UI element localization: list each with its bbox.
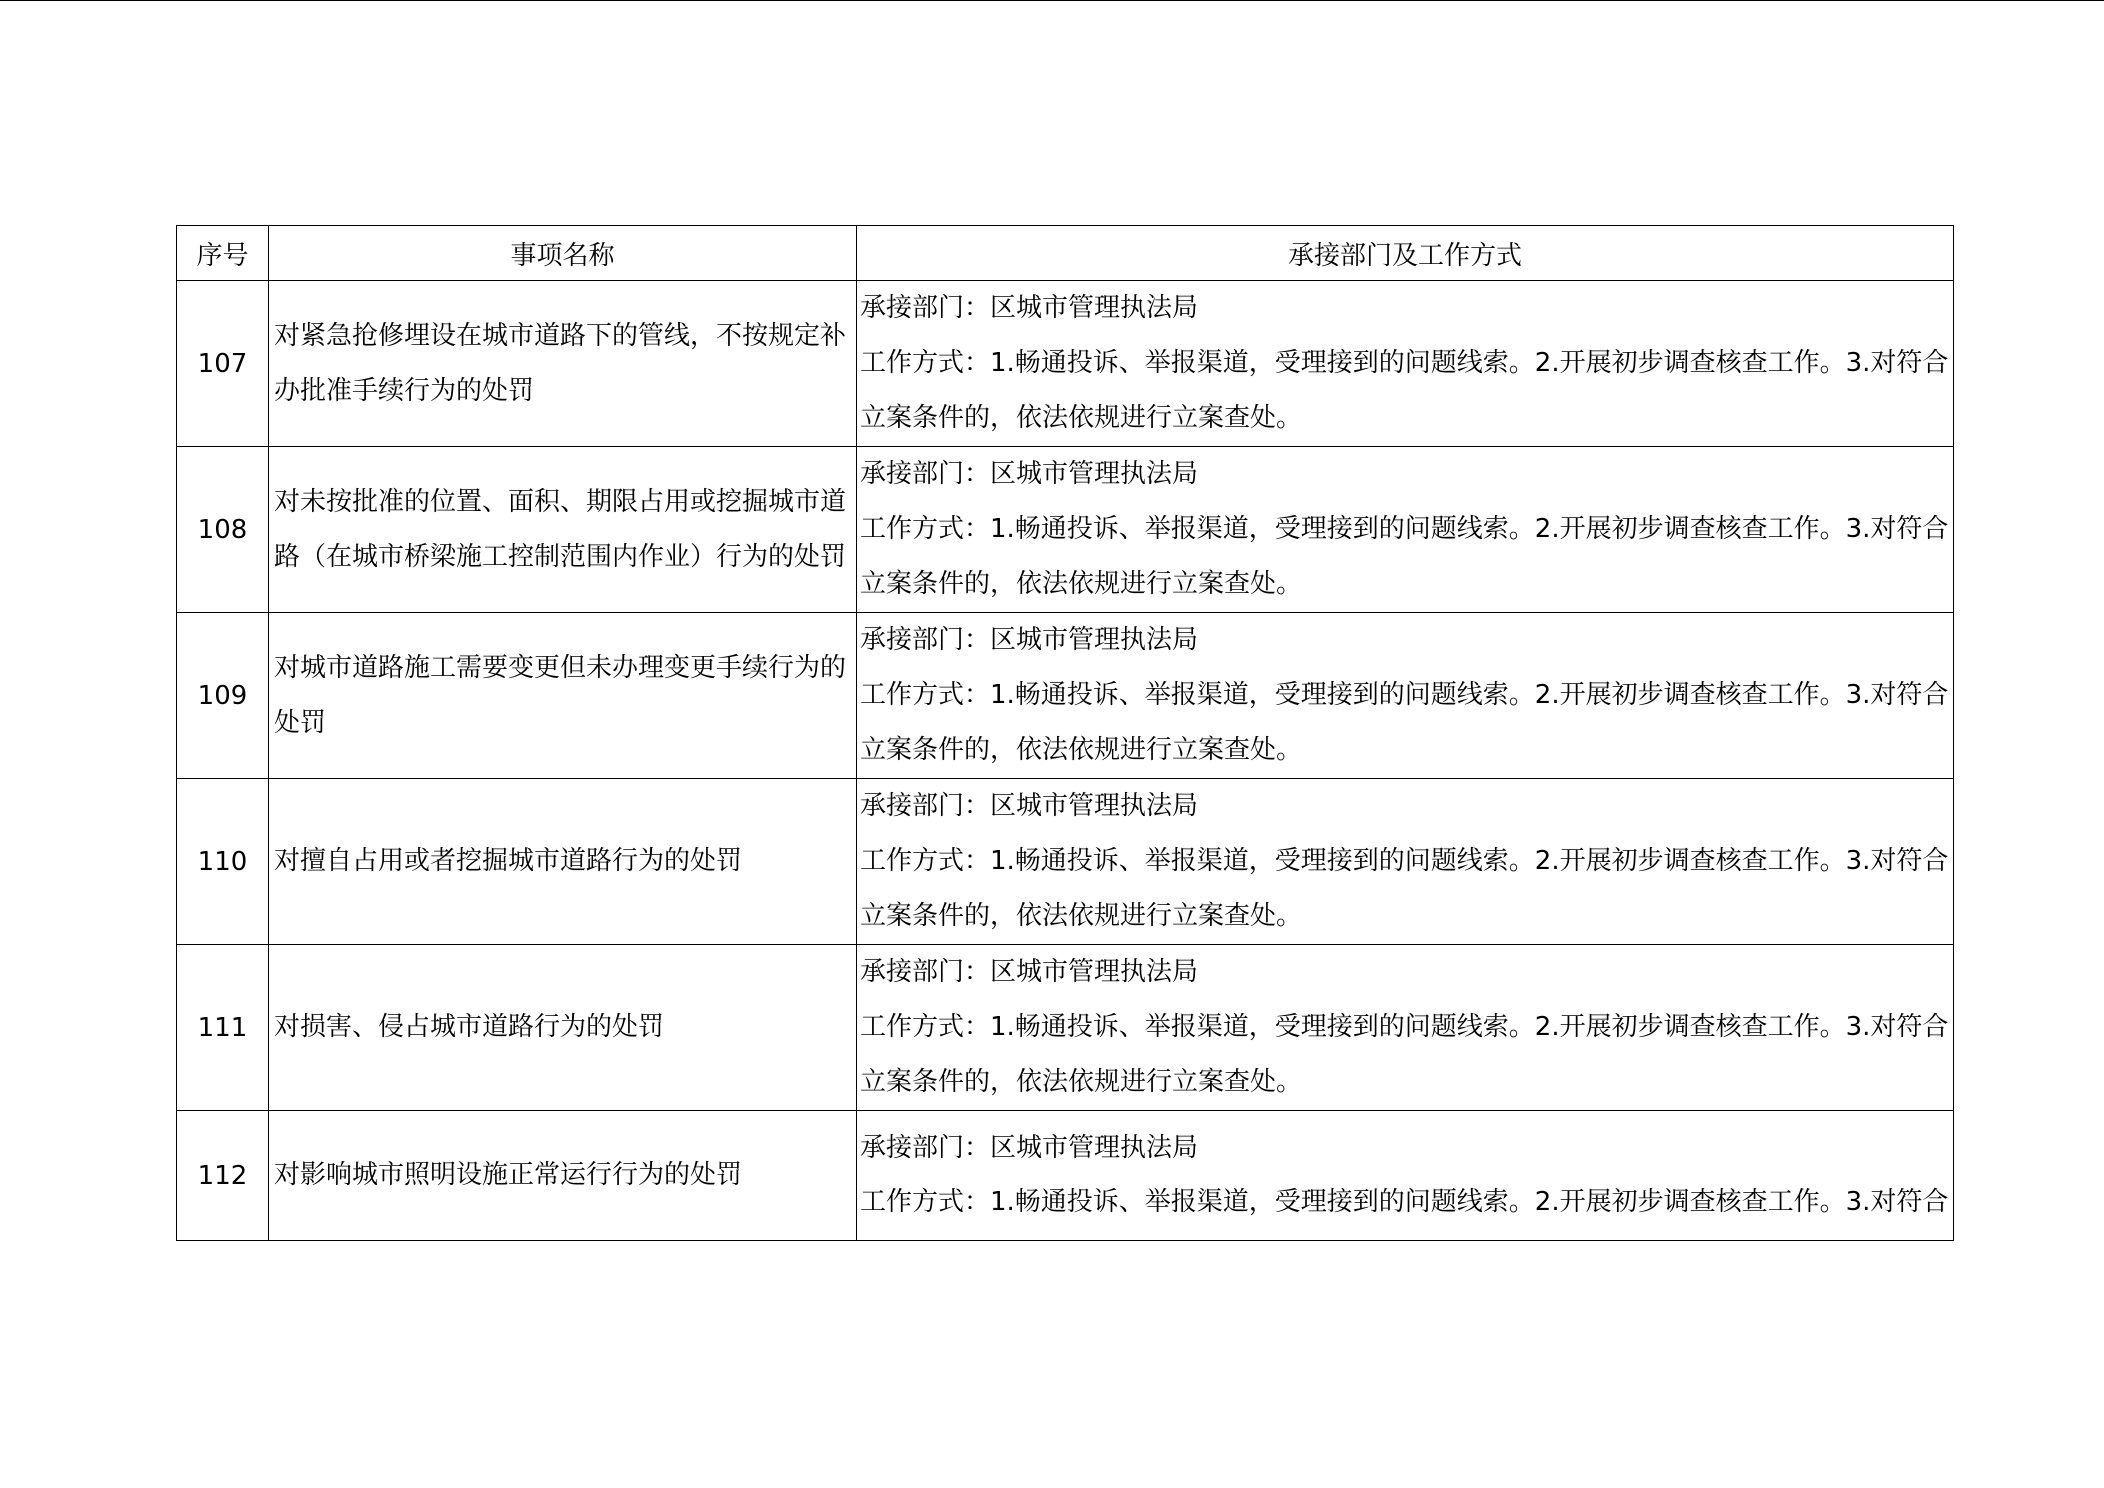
department-line: 承接部门：区城市管理执法局 bbox=[860, 459, 1199, 489]
method-line-continued: 立案条件的，依法依规进行立案查处。 bbox=[860, 403, 1303, 433]
method-line-continued: 立案条件的，依法依规进行立案查处。 bbox=[860, 1067, 1303, 1097]
matter-name-line: 对擅自占用或者挖掘城市道路行为的处罚 bbox=[274, 846, 743, 876]
method-line: 工作方式：1.畅通投诉、举报渠道，受理接到的问题线索。2.开展初步调查核查工作。3.对符合 bbox=[860, 514, 1949, 544]
matter-name-cell bbox=[269, 945, 857, 1111]
method-line: 工作方式：1.畅通投诉、举报渠道，受理接到的问题线索。2.开展初步调查核查工作。3.对符合 bbox=[860, 1187, 1949, 1217]
matter-name-cell bbox=[269, 281, 857, 447]
department-method-cell bbox=[857, 779, 1954, 945]
table-row bbox=[177, 779, 1954, 945]
serial-number-cell: 111 bbox=[177, 945, 269, 1111]
department-line: 承接部门：区城市管理执法局 bbox=[860, 625, 1199, 655]
department-method-cell bbox=[857, 281, 1954, 447]
header-serial-number: 序号 bbox=[177, 226, 269, 281]
department-method-cell bbox=[857, 1111, 1954, 1241]
serial-number-cell: 112 bbox=[177, 1111, 269, 1241]
matter-name-line: 对城市道路施工需要变更但未办理变更手续行为的 bbox=[274, 652, 847, 683]
matter-name-cell bbox=[269, 613, 857, 779]
matter-name-line: 对损害、侵占城市道路行为的处罚 bbox=[274, 1012, 665, 1042]
table-row bbox=[177, 281, 1954, 447]
table-row bbox=[177, 1111, 1954, 1241]
table-row bbox=[177, 613, 1954, 779]
department-line: 承接部门：区城市管理执法局 bbox=[860, 957, 1199, 987]
table-header-row bbox=[177, 226, 1954, 281]
page-top-border bbox=[0, 0, 2104, 1]
matter-name-line: 对紧急抢修埋设在城市道路下的管线，不按规定补 bbox=[274, 320, 847, 351]
department-method-cell bbox=[857, 945, 1954, 1111]
method-line: 工作方式：1.畅通投诉、举报渠道，受理接到的问题线索。2.开展初步调查核查工作。3.对符合 bbox=[860, 348, 1949, 378]
header-department-and-method: 承接部门及工作方式 bbox=[857, 226, 1954, 281]
matter-name-line: 路（在城市桥梁施工控制范围内作业）行为的处罚 bbox=[274, 541, 847, 572]
matter-name-cell bbox=[269, 1111, 857, 1241]
department-method-cell bbox=[857, 613, 1954, 779]
header-matter-name: 事项名称 bbox=[269, 226, 857, 281]
method-line-continued: 立案条件的，依法依规进行立案查处。 bbox=[860, 735, 1303, 765]
table-row bbox=[177, 945, 1954, 1111]
matter-name-cell bbox=[269, 447, 857, 613]
method-line: 工作方式：1.畅通投诉、举报渠道，受理接到的问题线索。2.开展初步调查核查工作。3.对符合 bbox=[860, 680, 1949, 710]
matter-name-line: 处罚 bbox=[274, 707, 327, 738]
matter-name-cell bbox=[269, 779, 857, 945]
method-line: 工作方式：1.畅通投诉、举报渠道，受理接到的问题线索。2.开展初步调查核查工作。3.对符合 bbox=[860, 1012, 1949, 1042]
serial-number-cell: 109 bbox=[177, 613, 269, 779]
matter-name-line: 对影响城市照明设施正常运行行为的处罚 bbox=[274, 1160, 743, 1190]
matters-table bbox=[176, 225, 1954, 1241]
department-line: 承接部门：区城市管理执法局 bbox=[860, 1133, 1199, 1163]
matter-name-line: 对未按批准的位置、面积、期限占用或挖掘城市道 bbox=[274, 486, 847, 517]
serial-number-cell: 107 bbox=[177, 281, 269, 447]
method-line-continued: 立案条件的，依法依规进行立案查处。 bbox=[860, 569, 1303, 599]
department-line: 承接部门：区城市管理执法局 bbox=[860, 293, 1199, 323]
serial-number-cell: 108 bbox=[177, 447, 269, 613]
matter-name-line: 办批准手续行为的处罚 bbox=[274, 375, 535, 406]
serial-number-cell: 110 bbox=[177, 779, 269, 945]
method-line-continued: 立案条件的，依法依规进行立案查处。 bbox=[860, 901, 1303, 931]
method-line: 工作方式：1.畅通投诉、举报渠道，受理接到的问题线索。2.开展初步调查核查工作。3.对符合 bbox=[860, 846, 1949, 876]
table-row bbox=[177, 447, 1954, 613]
department-method-cell bbox=[857, 447, 1954, 613]
department-line: 承接部门：区城市管理执法局 bbox=[860, 791, 1199, 821]
